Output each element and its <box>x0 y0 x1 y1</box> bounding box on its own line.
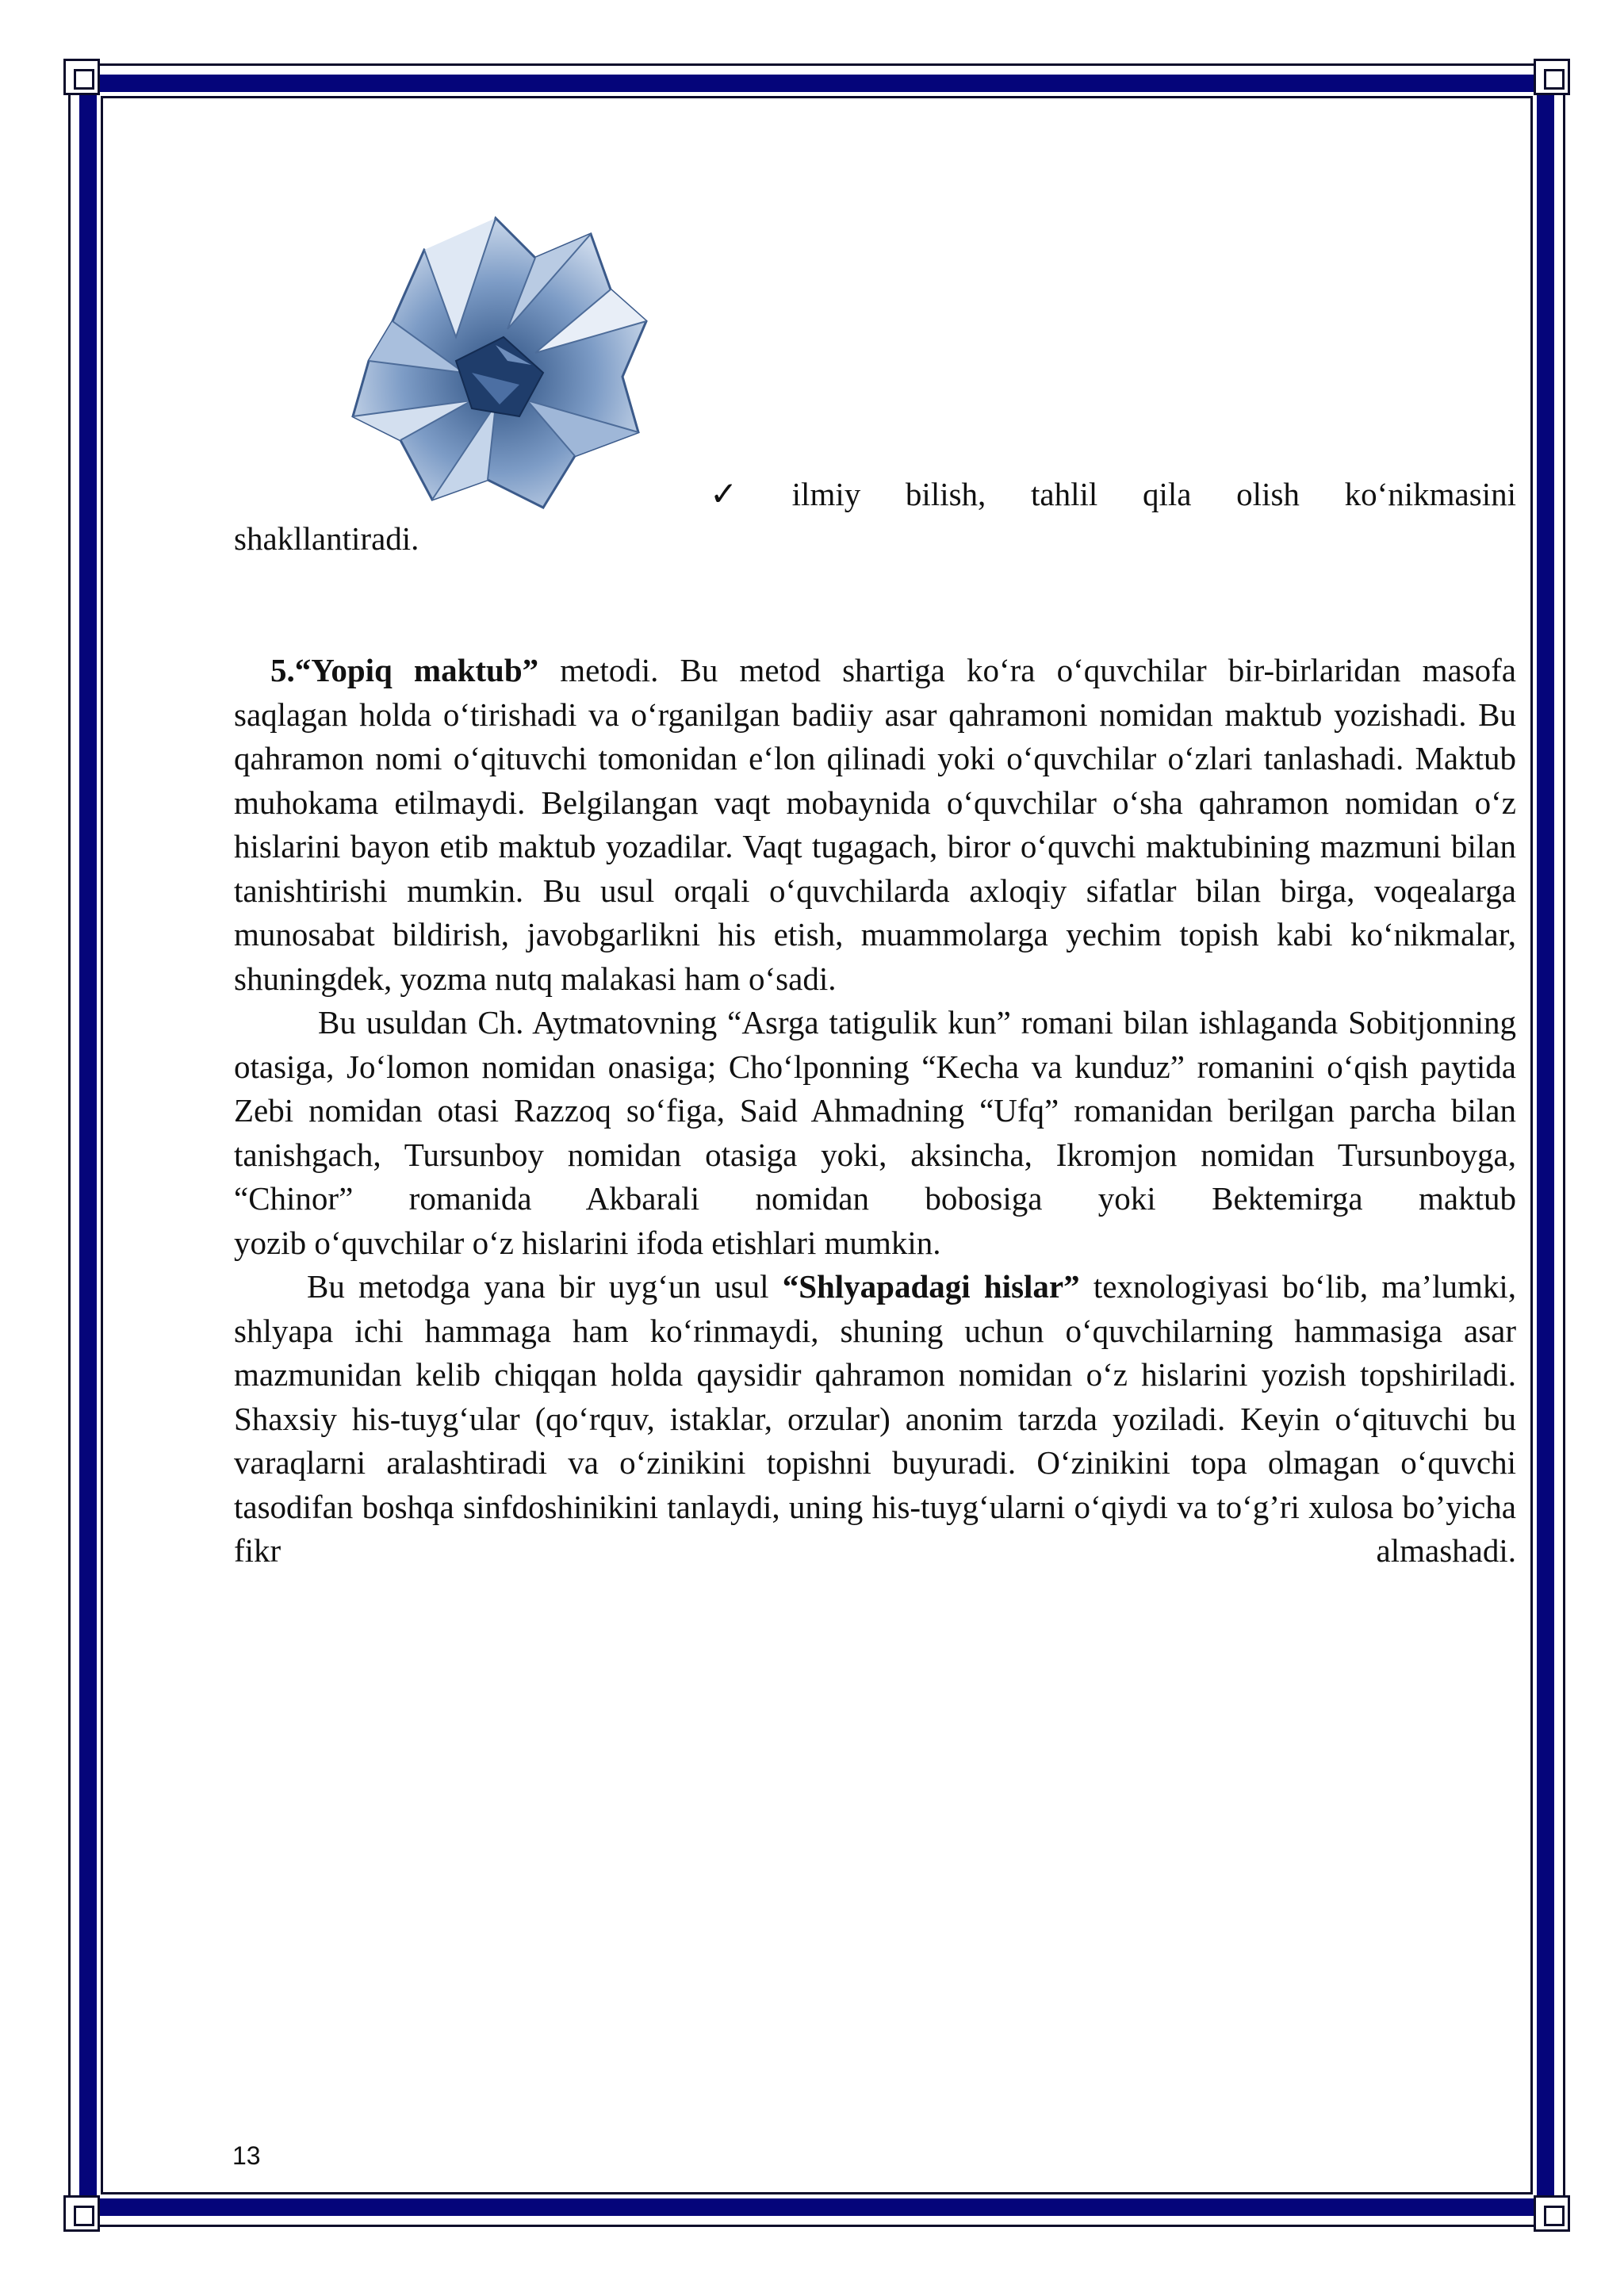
paragraph-3-start: Bu metodga yana bir uyg‘un usul <box>307 1268 783 1305</box>
border-corner-ornament <box>1534 59 1570 95</box>
check-list-item <box>710 472 1516 516</box>
paragraph-3 <box>234 1265 1516 1573</box>
paragraph-2: Bu usuldan Ch. Aytmatovning “Asrga tatigulik kun” romani bilan ishlaganda Sobitjonning otasiga, Jo‘lomon nomidan onasiga; Cho‘lponning “Kecha va kunduz” romanini o‘qish paytida Zebi nomidan otasi Razzoq so‘figa, Said Ahmadning “Ufq” romanidan berilgan parcha bilan tanishgach, Tursunboy nomidan otasiga yoki, aksincha, Ikromjon nomidan Tursunboyga, “Chinor” romanida Akbarali nomidan bobosiga yoki Bektemirga maktub <box>234 1004 1516 1217</box>
paragraph-2-last-line: yozib o‘quvchilar o‘z hislarini ifoda etishlari mumkin. <box>234 1224 941 1261</box>
paragraph-1 <box>234 649 1516 957</box>
border-corner-ornament <box>63 59 100 95</box>
check-item-continuation: shakllantiradi. <box>234 520 419 557</box>
check-item-text: ilmiy bilish, tahlil qila olish ko‘nikmasini <box>791 476 1516 512</box>
paragraph-1-last-line: shuningdek, yozma nutq malakasi ham o‘sadi. <box>234 960 837 997</box>
paragraph-1-body: metodi. Bu metod shartiga ko‘ra o‘quvchilar bir-birlaridan masofa saqlagan holda o‘tirishadi va o‘rganilgan badiiy asar qahramoni nomidan maktub yozishadi. Bu qahramon nomi o‘qituvchi tomonidan e‘lon qilinadi yoki o‘quvchilar o‘zlari tanlashadi. Maktub muhokama etilmaydi. Belgilangan vaqt mobaynida o‘quvchilar o‘sha qahramon nomidan o‘z hislarini bayon etib maktub yozadilar. Vaqt tugagach, biror o‘quvchi maktubining mazmuni bilan tanishtirishi mumkin. Bu usul orqali o‘quvchilarda axloqiy sifatlar bilan birga, voqealarga munosabat bildirish, javobgarlikni his etish, muammolarga yechim topish kabi ko‘nikmalar, <box>234 652 1516 953</box>
section-5-text <box>234 649 1516 1573</box>
crumpled-paper-icon <box>337 202 654 512</box>
border-corner-ornament <box>1534 2195 1570 2232</box>
paragraph-3-body: texnologiyasi bo‘lib, ma’lumki, shlyapa ichi hammaga ham ko‘rinmaydi, shuning uchun o‘quvchilarning hammasiga asar mazmunidan kelib chiqqan holda qaysidir qahramon nomidan o‘z hislarini yozish topshiriladi. Shaxsiy his-tuyg‘ular (qo‘rquv, istaklar, orzular) anonim tarzda yoziladi. Keyin o‘qituvchi bu varaqlarni aralashtiradi va o‘zinikini topishni buyuradi. O‘zinikini topa olmagan o‘quvchi tasodifan boshqa sinfdoshinikini tanlaydi, uning his-tuyg‘ularni o‘qiydi va to‘g’ri xulosa bo’yicha fikr almashadi. <box>234 1268 1516 1569</box>
checkmark-icon: ✓ <box>710 474 775 513</box>
method-name: “Shlyapadagi hislar” <box>782 1268 1080 1305</box>
border-corner-ornament <box>63 2195 100 2232</box>
section-title: 5.“Yopiq maktub” <box>270 652 539 688</box>
page-number: 13 <box>232 2141 261 2170</box>
